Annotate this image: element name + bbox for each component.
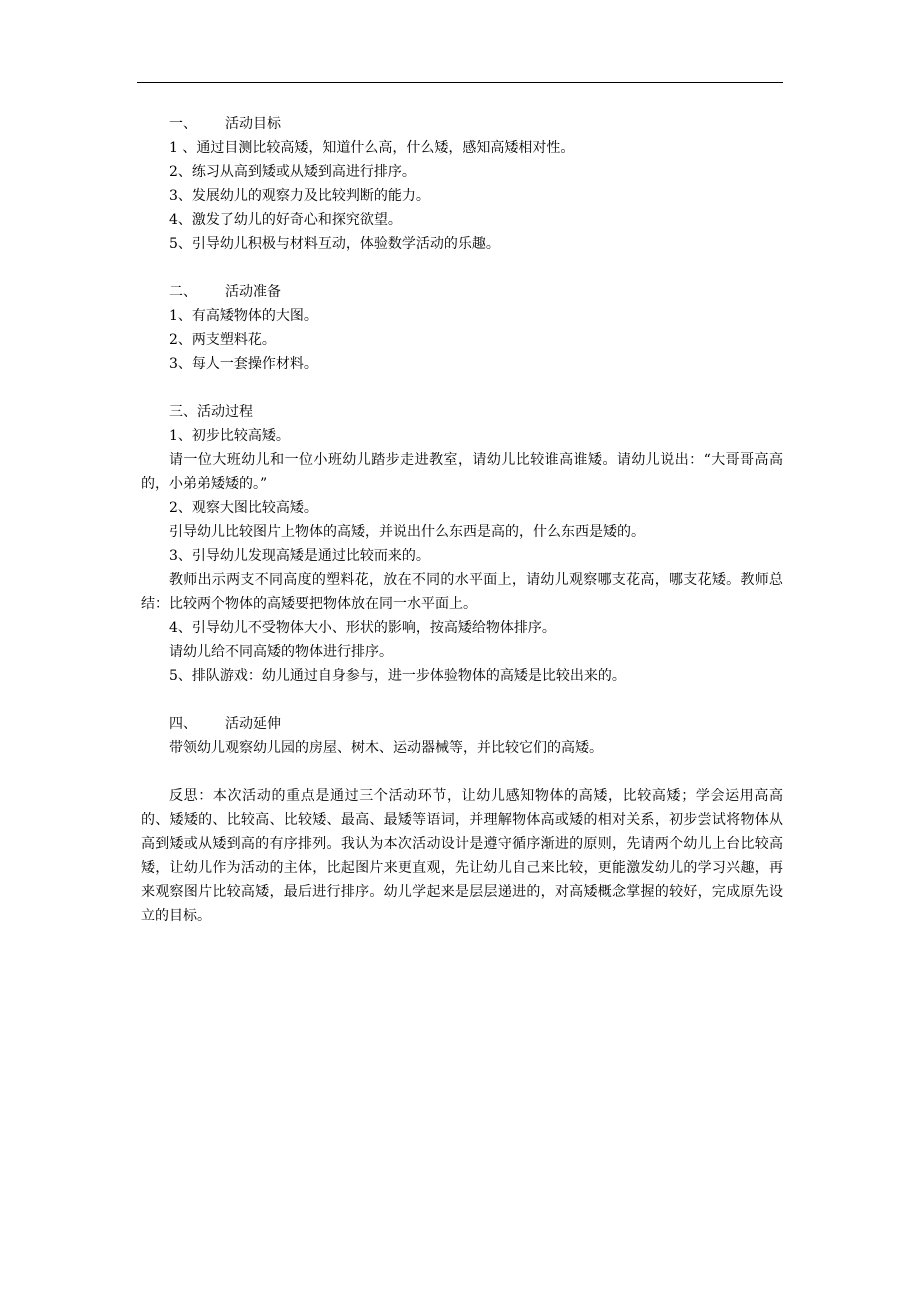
document-body bbox=[141, 112, 783, 928]
section-heading bbox=[141, 112, 783, 136]
section-goals bbox=[141, 112, 783, 256]
step-paragraph: 请幼儿给不同高矮的物体进行排序。 bbox=[169, 644, 393, 660]
section-reflection bbox=[141, 784, 783, 928]
heading-number: 四、 bbox=[169, 716, 197, 732]
step-heading: 3、引导幼儿发现高矮是通过比较而来的。 bbox=[169, 548, 430, 564]
header-rule bbox=[137, 82, 783, 83]
heading-text: 活动目标 bbox=[225, 116, 281, 132]
list-item: 3、发展幼儿的观察力及比较判断的能力。 bbox=[169, 188, 430, 204]
step-paragraph: 引导幼儿比较图片上物体的高矮，并说出什么东西是高的，什么东西是矮的。 bbox=[169, 524, 645, 540]
reflection-paragraph: 反思：本次活动的重点是通过三个活动环节，让幼儿感知物体的高矮，比较高矮；学会运用高高的、矮矮的、比较高、比较矮、最高、最矮等语词，并理解物体高或矮的相对关系，初步尝试将物体从高到矮或从矮到高的有序排列。我认为本次活动设计是遵守循序渐进的原则，先请两个幼儿上台比较高矮，让幼儿作为活动的主体，比起图片来更直观，先让幼儿自己来比较，更能激发幼儿的学习兴趣，再来观察图片比较高矮，最后进行排序。幼儿学起来是层层递进的，对高矮概念掌握的较好，完成原先设立的目标。 bbox=[141, 788, 783, 924]
step-heading: 2、观察大图比较高矮。 bbox=[169, 500, 318, 516]
heading-number: 二、 bbox=[169, 284, 197, 300]
list-item: 4、激发了幼儿的好奇心和探究欲望。 bbox=[169, 212, 402, 228]
list-item: 5、引导幼儿积极与材料互动，体验数学活动的乐趣。 bbox=[169, 236, 500, 252]
section-process bbox=[141, 400, 783, 688]
section-extension bbox=[141, 712, 783, 760]
list-item: 3、每人一套操作材料。 bbox=[169, 356, 318, 372]
step-paragraph: 教师出示两支不同高度的塑料花，放在不同的水平面上，请幼儿观察哪支花高，哪支花矮。教师总结：比较两个物体的高矮要把物体放在同一水平面上。 bbox=[141, 572, 783, 612]
heading-number: 一、 bbox=[169, 116, 197, 132]
section-heading: 三、活动过程 bbox=[169, 404, 253, 420]
list-item: 1 、通过目测比较高矮，知道什么高，什么矮，感知高矮相对性。 bbox=[169, 140, 575, 156]
section-heading bbox=[141, 712, 783, 736]
extension-paragraph: 带领幼儿观察幼儿园的房屋、树木、运动器械等，并比较它们的高矮。 bbox=[169, 740, 603, 756]
section-heading bbox=[141, 280, 783, 304]
heading-text: 活动准备 bbox=[225, 284, 281, 300]
section-preparation bbox=[141, 280, 783, 376]
step-heading: 5、排队游戏：幼儿通过自身参与，进一步体验物体的高矮是比较出来的。 bbox=[169, 668, 626, 684]
list-item: 2、两支塑料花。 bbox=[169, 332, 276, 348]
step-heading: 1、初步比较高矮。 bbox=[169, 428, 290, 444]
step-paragraph: 请一位大班幼儿和一位小班幼儿踏步走进教室，请幼儿比较谁高谁矮。请幼儿说出：“大哥哥高高的，小弟弟矮矮的。” bbox=[141, 452, 783, 492]
list-item: 1、有高矮物体的大图。 bbox=[169, 308, 318, 324]
list-item: 2、练习从高到矮或从矮到高进行排序。 bbox=[169, 164, 416, 180]
heading-text: 活动延伸 bbox=[225, 716, 281, 732]
step-heading: 4、引导幼儿不受物体大小、形状的影响，按高矮给物体排序。 bbox=[169, 620, 556, 636]
